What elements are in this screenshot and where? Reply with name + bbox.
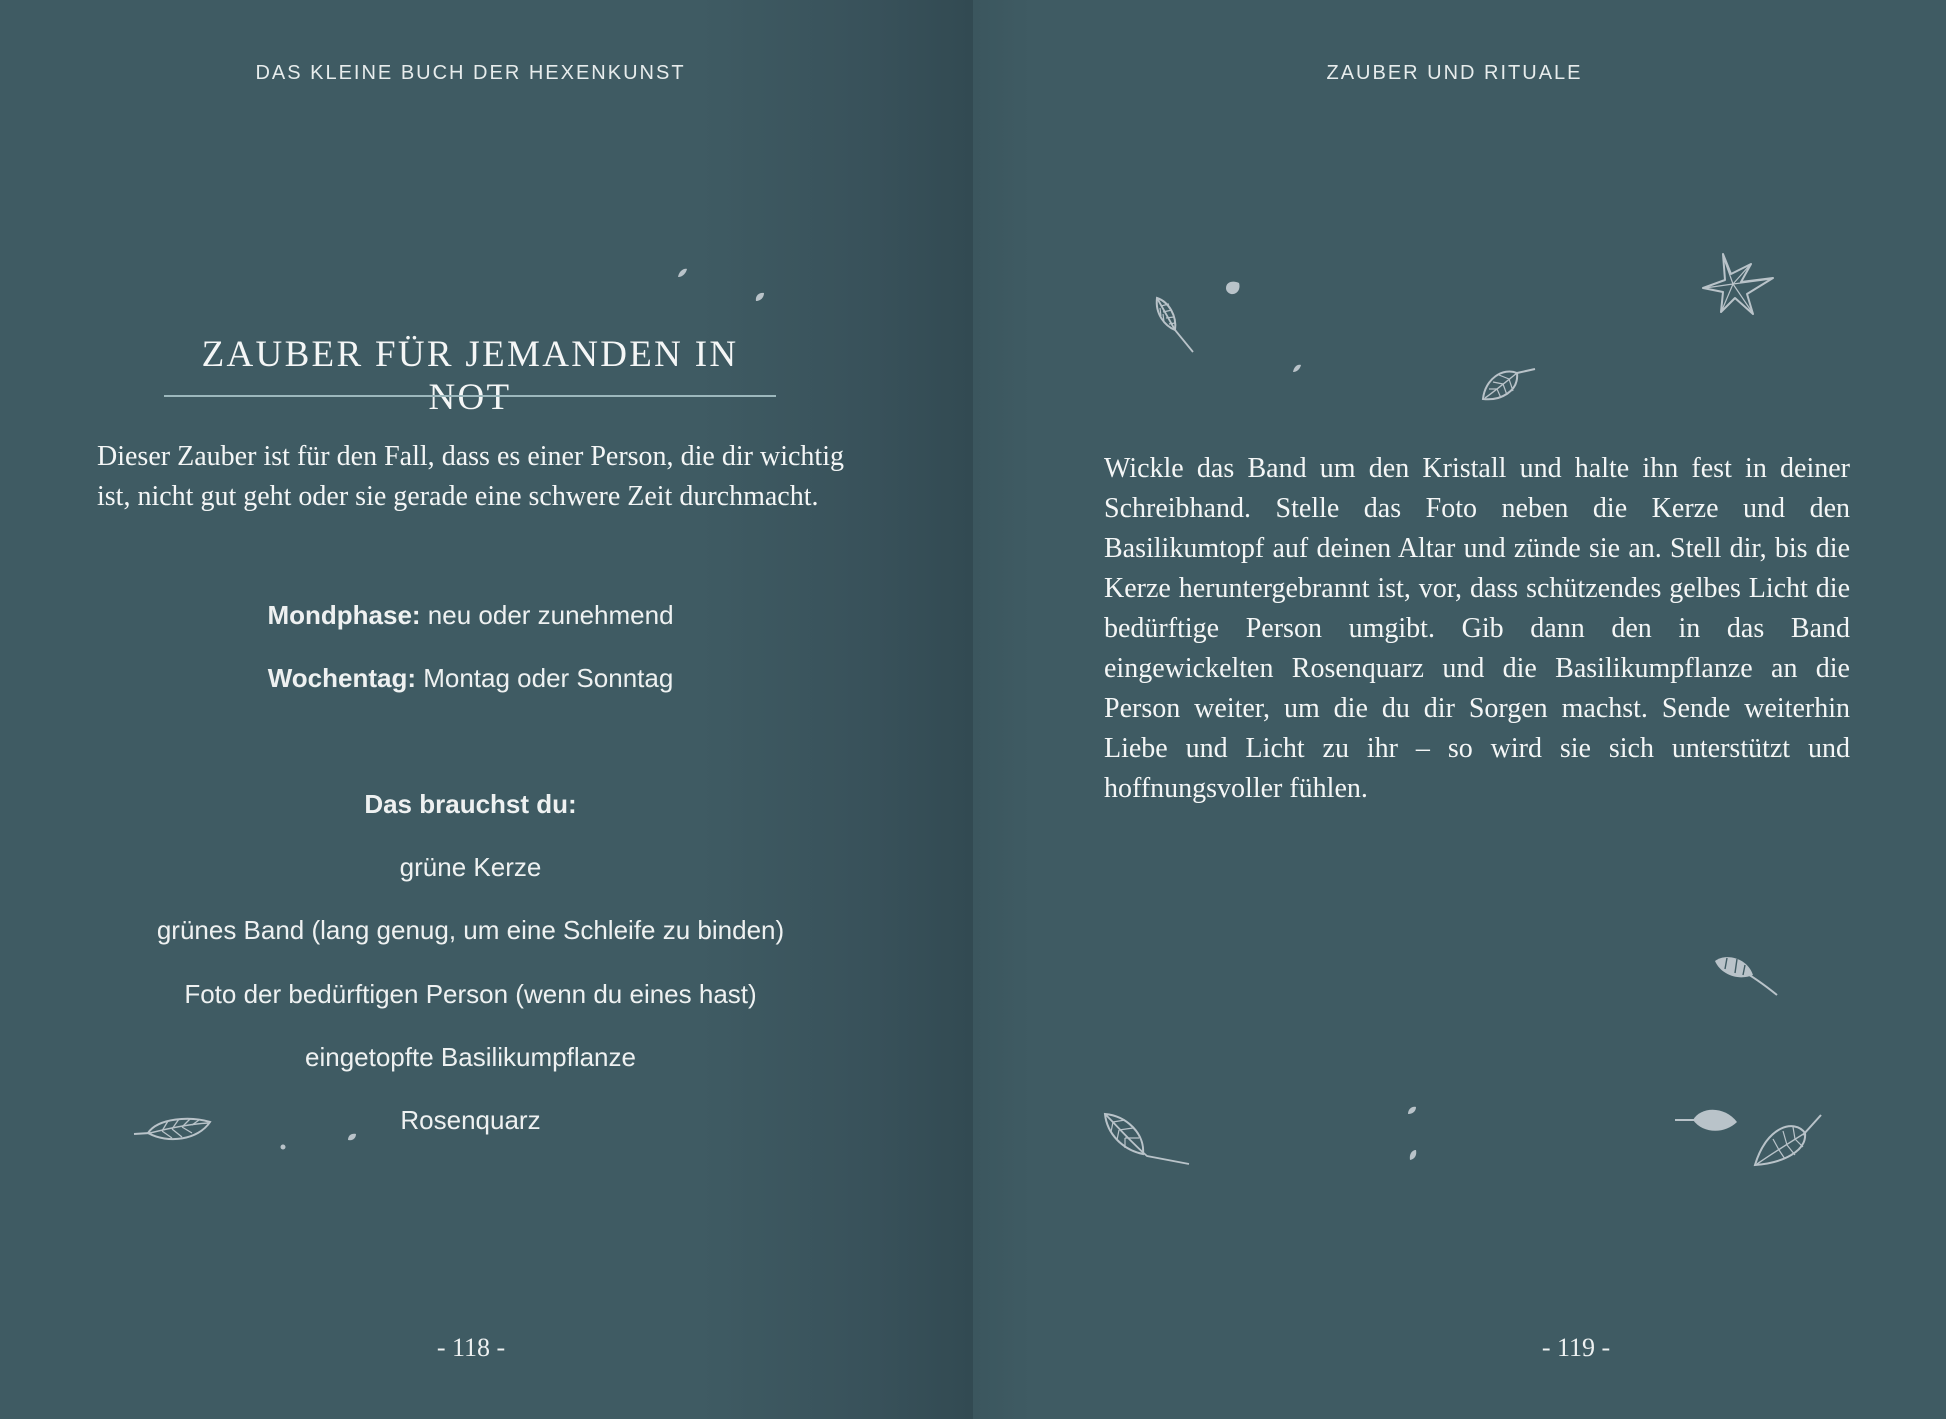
- moon-phase-line: [0, 600, 941, 631]
- petal-icon: [1407, 1148, 1419, 1162]
- moon-phase-value: neu oder zunehmend: [427, 600, 674, 630]
- petal-icon: [1406, 1104, 1418, 1116]
- leaf-icon: [1753, 1113, 1823, 1167]
- running-head-left: DAS KLEINE BUCH DER HEXENKUNST: [255, 62, 686, 84]
- leaf-icon: [132, 1112, 212, 1148]
- petal-icon: [279, 1143, 287, 1151]
- petal-icon: [1291, 362, 1303, 374]
- page-number-left: - 118 -: [436, 1333, 506, 1362]
- petal-icon: [1223, 278, 1243, 298]
- leaf-icon: [1481, 365, 1537, 403]
- leaf-icon: [1713, 953, 1779, 999]
- spell-title: ZAUBER FÜR JEMANDEN IN NOT: [201, 334, 739, 418]
- running-head-right: ZAUBER UND RITUALE: [1326, 62, 1583, 84]
- spell-instructions: Wickle das Band um den Kristall und halte ihn fest in deiner Schreibhand. Stelle das Foto neben die Kerze und den Basilikumtopf auf deinen Altar und zünde sie an. Stell dir, bis die Kerze heruntergebrannt ist, vor, dass schützendes gelbes Licht die bedürftige Person umgibt. Gib dann den in das Band eingewickelten Rosenquarz und die Basilikumpflanze an die Person weiter, um die du dir Sorgen machst. Sende weiterhin Liebe und Licht zu ihr – so wird sie sich unterstützt und hoffnungsvoller fühlen.: [1104, 453, 1850, 804]
- ingredient-item: grüne Kerze: [399, 852, 542, 882]
- title-underline: [164, 395, 776, 397]
- leaf-icon: [1673, 1104, 1739, 1136]
- leaf-icon: [1153, 296, 1197, 354]
- leaf-icon: [1103, 1112, 1191, 1166]
- intro-paragraph: Dieser Zauber ist für den Fall, dass es einer Person, die dir wichtig ist, nicht gut geht oder sie gerade eine schwere Zeit durchmacht.: [97, 441, 844, 512]
- ingredient-item: grünes Band (lang genug, um eine Schleife zu binden): [156, 915, 785, 945]
- petal-icon: [346, 1131, 358, 1143]
- moon-phase-label: Mondphase:: [267, 600, 421, 630]
- ingredients-heading: Das brauchst du:: [364, 789, 577, 819]
- petal-icon: [676, 267, 690, 281]
- ingredient-item: Rosenquarz: [400, 1105, 541, 1135]
- weekday-value: Montag oder Sonntag: [423, 663, 674, 693]
- weekday-line: [0, 663, 941, 694]
- page-number-right: - 119 -: [1541, 1333, 1611, 1362]
- right-page: [973, 0, 1946, 1419]
- weekday-label: Wochentag:: [267, 663, 416, 693]
- petal-icon: [753, 290, 767, 304]
- ingredient-item: Foto der bedürftigen Person (wenn du eines hast): [184, 979, 757, 1009]
- star-leaf-icon: [1701, 252, 1777, 316]
- ingredient-item: eingetopfte Basilikumpflanze: [305, 1042, 636, 1072]
